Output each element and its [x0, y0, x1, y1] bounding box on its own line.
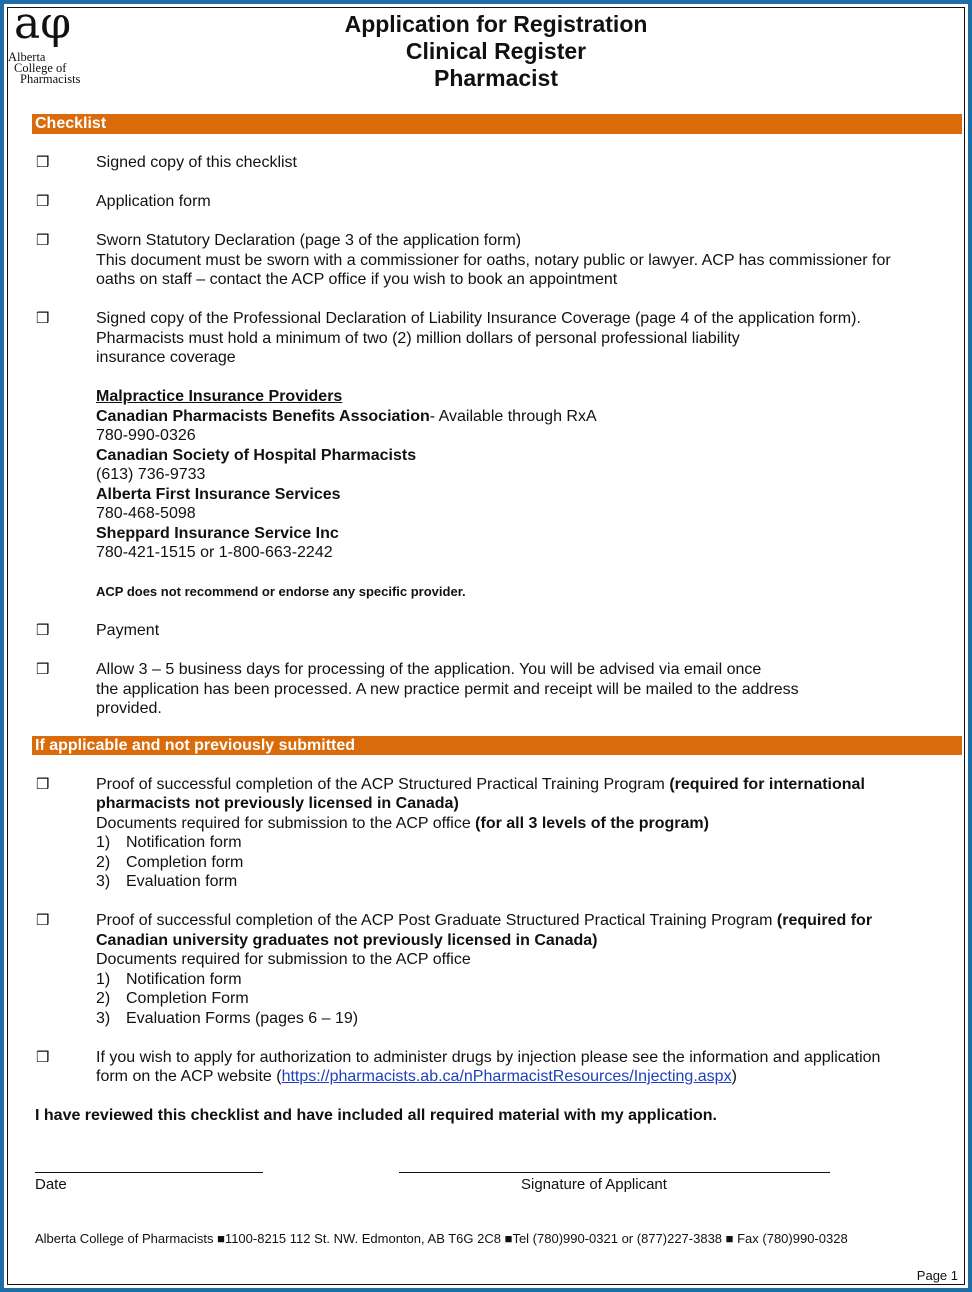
spacer [32, 563, 962, 583]
text-line [96, 192, 962, 212]
text-line [96, 426, 962, 446]
spacer [32, 212, 962, 232]
text-segment: Documents required for submission to the ACP office [96, 814, 476, 832]
text-segment: provided. [96, 700, 162, 717]
text-line [96, 309, 962, 329]
checkbox-icon[interactable]: ❒ [36, 1047, 50, 1066]
checklist-item [32, 911, 962, 1028]
text-segment: Application form [96, 193, 211, 210]
text-segment: the application has been processed. A new practice permit and receipt will be mailed to the address [96, 680, 799, 698]
text-line [96, 582, 962, 602]
text-line [96, 853, 962, 873]
list-number: 1) [96, 970, 111, 988]
text-segment: Signed copy of this checklist [96, 154, 297, 171]
footer-address: Alberta College of Pharmacists ■1100-8215 112 St. NW. Edmonton, AB T6G 2C8 ■Tel (780)990-0321 or (877)227-3838 ■ Fax (780)990-0328 [35, 1231, 848, 1246]
text-segment: insurance coverage [96, 349, 236, 366]
list-number: 1) [96, 834, 111, 851]
text-segment: Completion form [126, 853, 244, 871]
text-segment: (required for [776, 912, 873, 929]
text-line [96, 911, 962, 931]
signature-label: Signature of Applicant [521, 1176, 667, 1193]
text-segment: (for all 3 levels of the program) [475, 814, 709, 832]
text-line [96, 794, 962, 814]
checklist-item [32, 309, 962, 368]
spacer [32, 290, 962, 310]
text-line [96, 270, 962, 290]
text-line [96, 153, 962, 173]
checklist-content [32, 114, 962, 1126]
text-line [96, 465, 962, 485]
title-line: Application for Registration [344, 11, 648, 37]
list-number: 3) [96, 1009, 111, 1027]
text-line [96, 524, 962, 544]
date-label: Date [35, 1176, 67, 1193]
logo-mark: aφ [14, 0, 72, 49]
text-line [96, 660, 962, 680]
text-line [96, 251, 962, 271]
spacer [32, 173, 962, 193]
text-line [96, 931, 962, 951]
text-segment: Alberta First Insurance Services [96, 485, 341, 503]
text-segment: Documents required for submission to the ACP office [96, 951, 471, 968]
info-block [32, 582, 962, 602]
logo-line: Pharmacists [20, 72, 81, 86]
section-heading: If applicable and not previously submitted [32, 736, 962, 756]
text-line [96, 621, 962, 641]
spacer [32, 134, 962, 154]
checklist-item [32, 660, 962, 719]
checkbox-icon[interactable]: ❒ [36, 153, 50, 171]
text-segment: 780-421-1515 or 1-800-663-2242 [96, 544, 333, 561]
text-segment: form on the ACP website ( [96, 1068, 282, 1085]
text-segment: ACP does not recommend or endorse any specific provider. [96, 584, 466, 599]
checklist-item [32, 231, 962, 290]
checkbox-icon[interactable]: ❒ [36, 309, 50, 327]
text-segment: 780-990-0326 [96, 427, 196, 444]
text-line [96, 950, 962, 970]
logo-text [8, 52, 80, 85]
text-segment: Canadian Pharmacists Benefits Association [96, 407, 430, 425]
spacer [32, 1087, 962, 1107]
signature-line[interactable] [399, 1172, 830, 1173]
text-line [96, 775, 962, 795]
logo-line: College of [14, 61, 67, 75]
acp-logo [8, 2, 98, 92]
text-line [96, 485, 962, 505]
spacer [32, 719, 962, 736]
checklist-item [32, 153, 962, 173]
injection-info-link[interactable]: https://pharmacists.ab.ca/nPharmacistResources/Injecting.aspx [281, 1068, 732, 1085]
checkbox-icon[interactable]: ❒ [36, 621, 50, 639]
text-line [96, 1009, 962, 1029]
text-segment: Completion Form [126, 990, 249, 1007]
title-line: Pharmacist [433, 65, 558, 91]
checkbox-icon[interactable]: ❒ [36, 192, 50, 210]
checklist-item [32, 1048, 962, 1087]
text-segment: Evaluation form [126, 873, 238, 890]
text-segment: - Available through RxA [429, 407, 597, 425]
text-line [96, 814, 962, 834]
spacer [32, 892, 962, 912]
review-statement: I have reviewed this checklist and have included all required material with my application. [35, 1107, 717, 1124]
text-segment: Payment [96, 622, 160, 639]
page-number: Page 1 [916, 1268, 958, 1283]
logo-line: Alberta [8, 50, 46, 64]
text-line [96, 989, 962, 1009]
text-line [96, 1048, 962, 1068]
checkbox-icon[interactable]: ❒ [36, 774, 50, 793]
title-line: Clinical Register [405, 38, 587, 64]
checkbox-icon[interactable]: ❒ [36, 660, 50, 678]
checkbox-icon[interactable]: ❒ [36, 911, 50, 929]
text-line [96, 231, 962, 251]
text-line [96, 446, 962, 466]
checklist-item [32, 775, 962, 892]
text-segment: Sheppard Insurance Service Inc [96, 524, 339, 542]
text-segment: Malpractice Insurance Providers [96, 388, 343, 405]
text-segment: ) [731, 1068, 737, 1085]
text-segment: pharmacists not previously licensed in Canada) [96, 795, 459, 812]
text-segment: Signed copy of the Professional Declaration of Liability Insurance Coverage (page 4 of the application form). [96, 310, 861, 327]
checklist-item [32, 621, 962, 641]
text-segment: Notification form [126, 834, 242, 851]
text-segment: (613) 736-9733 [96, 466, 206, 483]
text-line [96, 329, 962, 349]
info-block [32, 387, 962, 563]
text-line [96, 387, 962, 407]
text-segment: Allow 3 – 5 business days for processing of the application. You will be advised via email once [96, 661, 762, 678]
text-line [96, 504, 962, 524]
text-line [96, 680, 962, 700]
text-segment: 780-468-5098 [96, 505, 196, 522]
spacer [32, 755, 962, 775]
text-line [96, 407, 962, 427]
text-segment: Evaluation Forms (pages 6 – 19) [126, 1009, 359, 1027]
date-line[interactable] [35, 1172, 263, 1173]
list-number: 3) [96, 873, 111, 890]
text-line [96, 970, 962, 990]
text-segment: Canadian Society of Hospital Pharmacists [96, 446, 417, 464]
spacer [32, 1028, 962, 1048]
checklist-item [32, 192, 962, 212]
document-title [250, 11, 742, 92]
text-segment: If you wish to apply for authorization to administer drugs by injection please see the information and application [96, 1048, 881, 1066]
spacer [32, 602, 962, 622]
spacer [32, 641, 962, 661]
text-segment: oaths on staff – contact the ACP office if you wish to book an appointment [96, 271, 618, 288]
text-line [96, 1067, 962, 1087]
spacer [32, 368, 962, 388]
list-number: 2) [96, 990, 111, 1007]
text-line [96, 699, 962, 719]
text-segment: Canadian university graduates not previously licensed in Canada) [96, 931, 598, 949]
text-line [96, 833, 962, 853]
text-segment: Sworn Statutory Declaration (page 3 of the application form) [96, 232, 522, 249]
text-segment: Pharmacists must hold a minimum of two (2) million dollars of personal professional liability [96, 329, 740, 347]
text-segment: (required for international [669, 775, 865, 793]
text-segment: This document must be sworn with a commissioner for oaths, notary public or lawyer. ACP has commissioner for [96, 251, 891, 269]
text-line [96, 348, 962, 368]
checkbox-icon[interactable]: ❒ [36, 231, 50, 249]
text-segment: Proof of successful completion of the ACP Post Graduate Structured Practical Training Program [96, 912, 777, 929]
text-line [96, 543, 962, 563]
text-segment: Notification form [126, 970, 242, 988]
list-number: 2) [96, 853, 111, 871]
text-segment: Proof of successful completion of the ACP Structured Practical Training Program [96, 775, 670, 793]
text-line [96, 872, 962, 892]
section-heading: Checklist [32, 114, 962, 134]
